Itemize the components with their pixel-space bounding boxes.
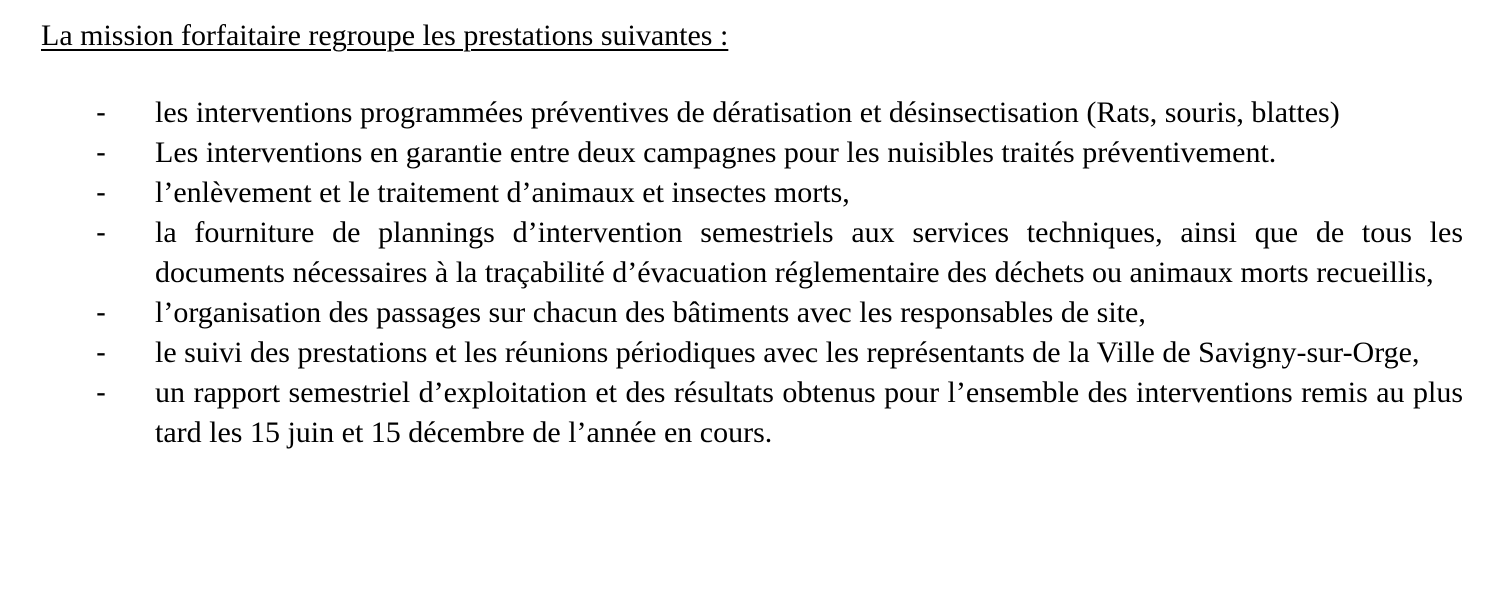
list-item-text: un rapport semestriel d’exploitation et des résultats obtenus pour l’ensemble des interventions remis au plus tard les 15 juin et 15 décembre de l’année en cours. [155, 376, 1463, 449]
list-item-text: l’organisation des passages sur chacun des bâtiments avec les responsables de site, [155, 296, 1146, 329]
list-item [0, 133, 1501, 173]
prestations-list [0, 93, 1501, 453]
list-item-text: le suivi des prestations et les réunions périodiques avec les représentants de la Ville de Savigny-sur-Orge, [155, 336, 1420, 369]
bullet-dash: - [96, 136, 106, 169]
list-item-text: l’enlèvement et le traitement d’animaux et insectes morts, [155, 176, 850, 209]
list-item [0, 333, 1501, 373]
list-item-text: la fourniture de plannings d’intervention semestriels aux services techniques, ainsi que de tous les documents nécessaires à la traçabilité d’évacuation réglementaire des déchets ou animaux morts recueillis, [155, 216, 1463, 289]
section-heading: La mission forfaitaire regroupe les prestations suivantes : [41, 19, 729, 52]
bullet-dash: - [96, 96, 106, 129]
list-item-text: Les interventions en garantie entre deux campagnes pour les nuisibles traités préventivement. [155, 136, 1277, 169]
list-item [0, 213, 1501, 293]
bullet-dash: - [96, 376, 106, 409]
list-item [0, 293, 1501, 333]
list-item [0, 93, 1501, 133]
list-item-text: les interventions programmées préventives de dératisation et désinsectisation (Rats, souris, blattes) [155, 96, 1340, 129]
bullet-dash: - [96, 336, 106, 369]
bullet-dash: - [96, 216, 106, 249]
bullet-dash: - [96, 296, 106, 329]
list-item [0, 373, 1501, 453]
bullet-dash: - [96, 176, 106, 209]
list-item [0, 173, 1501, 213]
